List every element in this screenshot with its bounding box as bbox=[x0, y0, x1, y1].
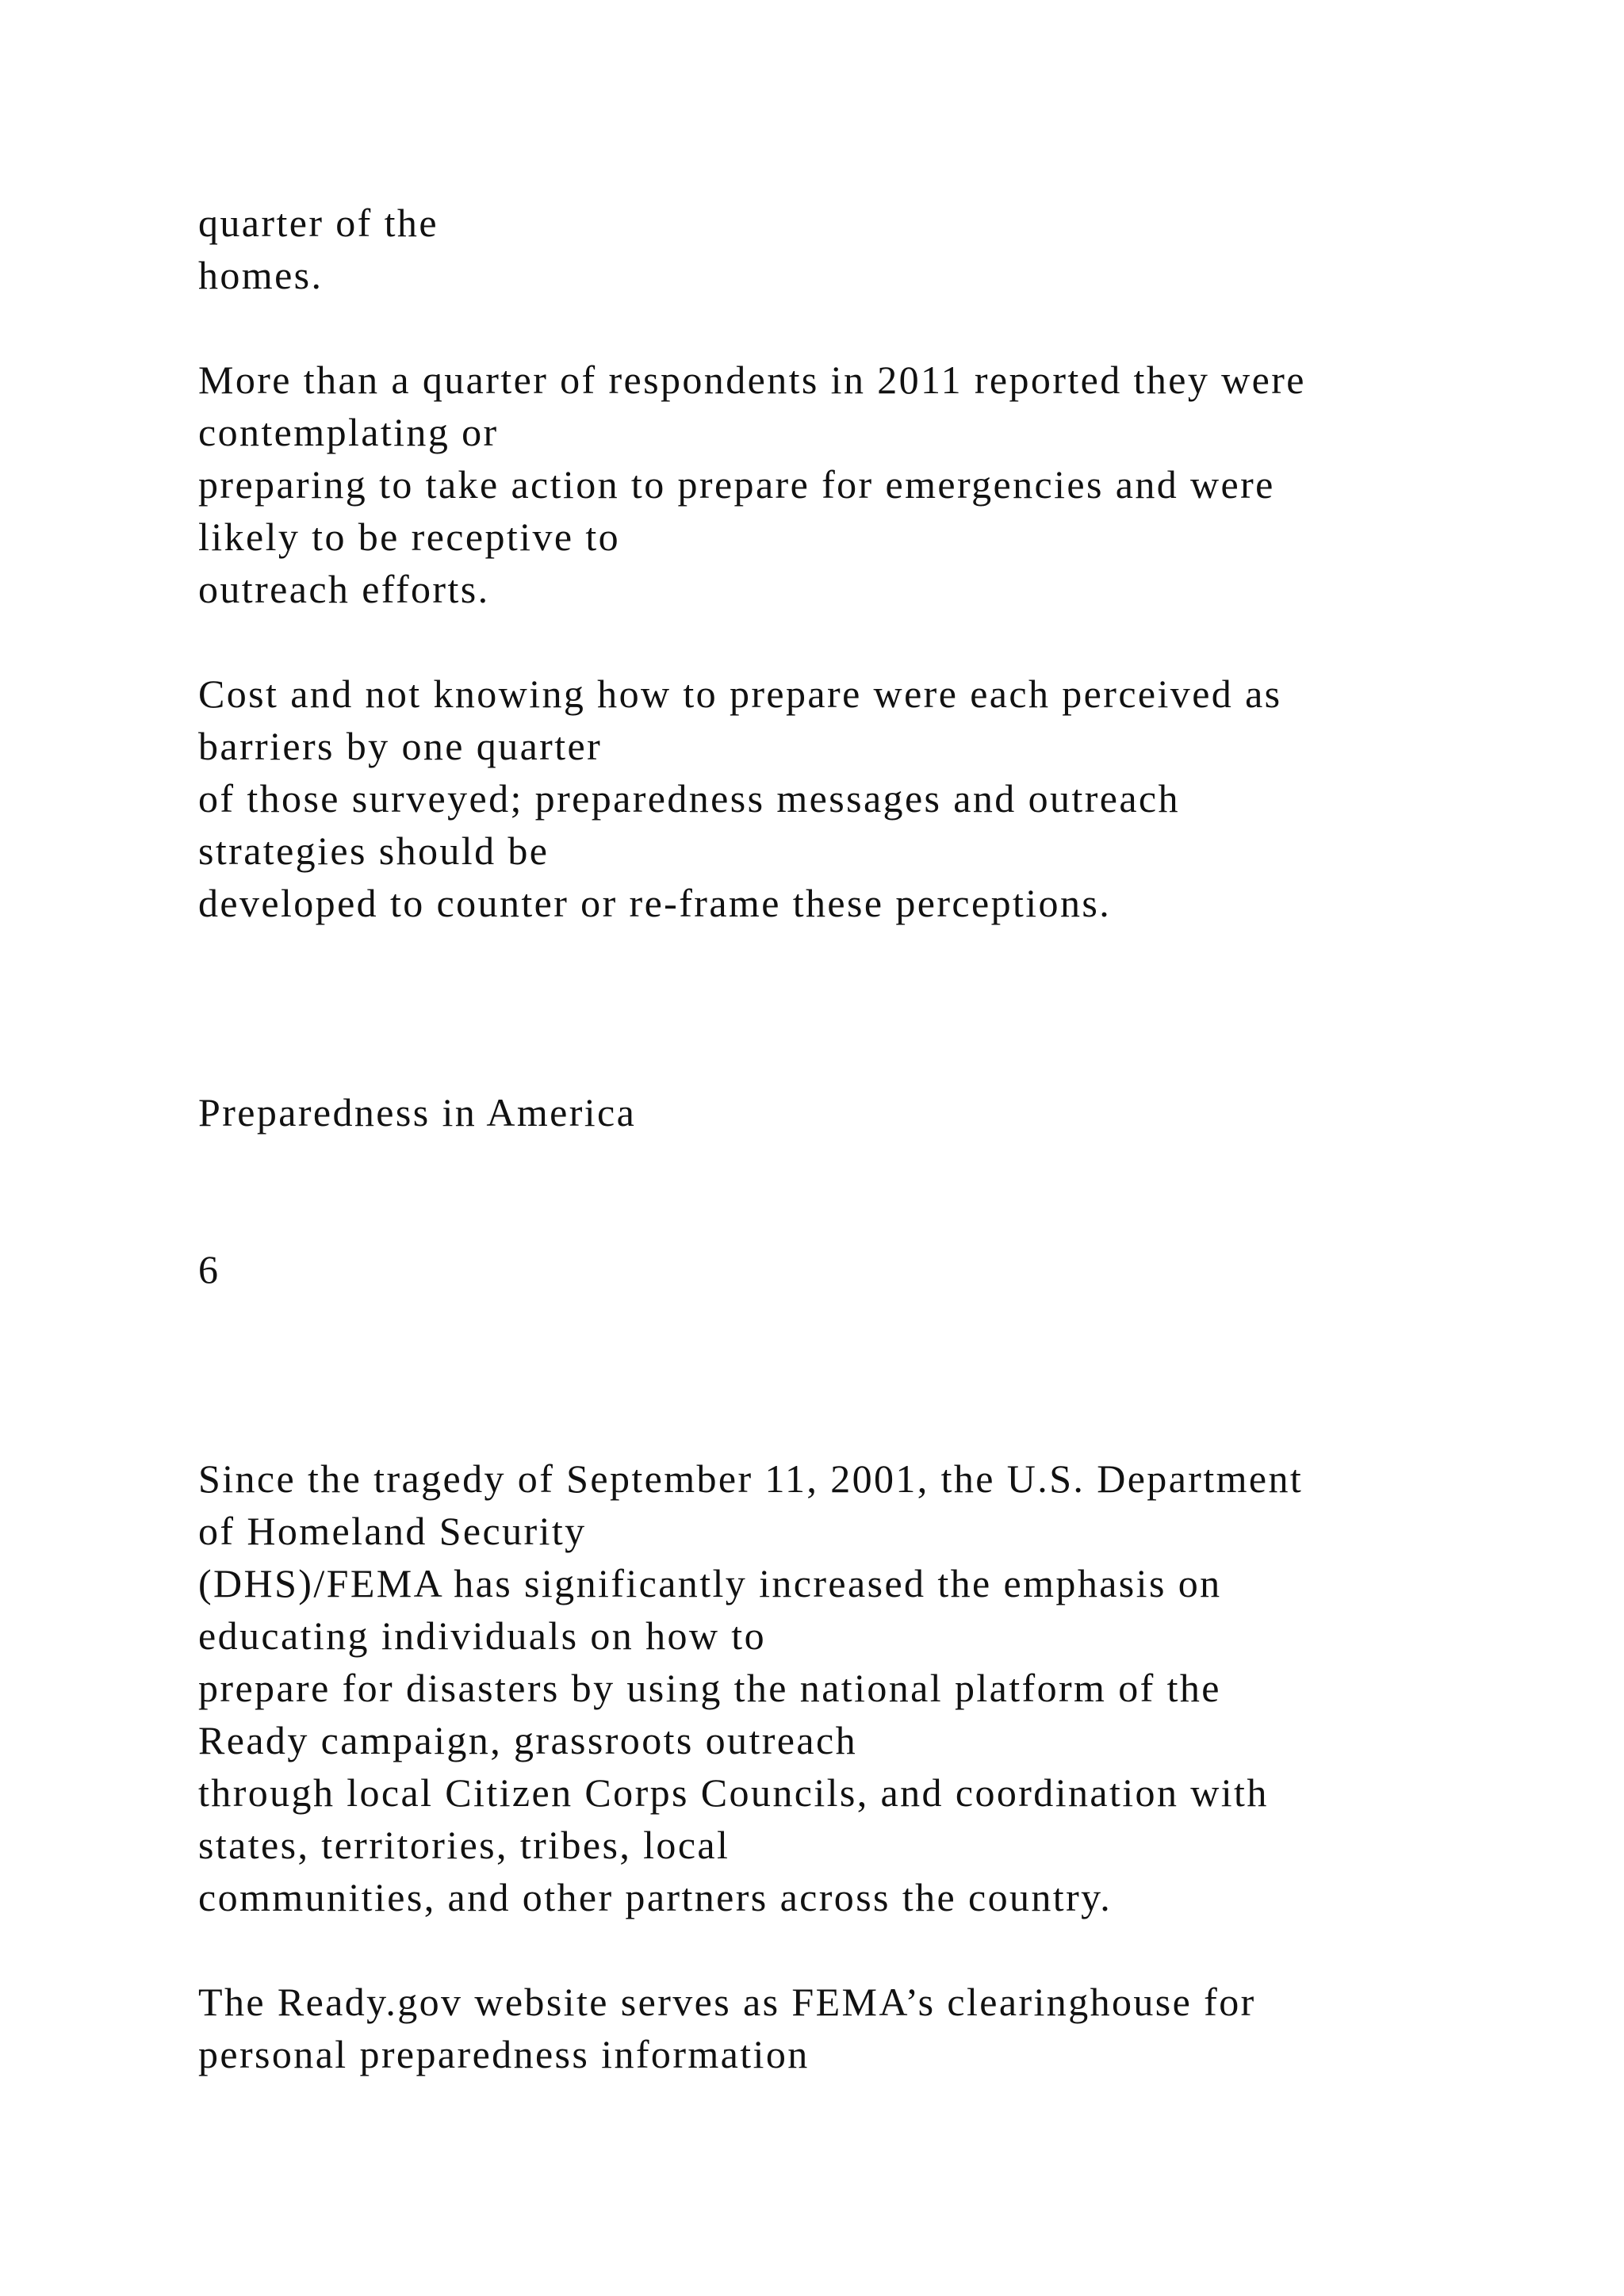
text-line: Cost and not knowing how to prepare were each perceived as bbox=[198, 672, 1282, 716]
text-line: developed to counter or re-frame these perceptions. bbox=[198, 881, 1112, 925]
text-line: strategies should be bbox=[198, 828, 550, 873]
text-line: personal preparedness information bbox=[198, 2032, 810, 2076]
text-line: through local Citizen Corps Councils, and coordination with bbox=[198, 1770, 1269, 1815]
text-line: The Ready.gov website serves as FEMA’s clearinghouse for bbox=[198, 1980, 1256, 2024]
text-line: homes. bbox=[198, 253, 324, 297]
text-line: educating individuals on how to bbox=[198, 1613, 766, 1658]
running-header: Preparedness in America bbox=[198, 1090, 637, 1135]
text-line: barriers by one quarter bbox=[198, 724, 603, 768]
text-line: of those surveyed; preparedness messages and outreach bbox=[198, 776, 1180, 821]
text-line: Ready campaign, grassroots outreach bbox=[198, 1718, 857, 1762]
text-line: quarter of the bbox=[198, 201, 439, 245]
text-line: preparing to take action to prepare for emergencies and were bbox=[198, 462, 1275, 507]
text-line: states, territories, tribes, local bbox=[198, 1823, 730, 1867]
text-line: of Homeland Security bbox=[198, 1509, 587, 1553]
text-line: (DHS)/FEMA has significantly increased the emphasis on bbox=[198, 1561, 1222, 1605]
text-line: prepare for disasters by using the national platform of the bbox=[198, 1666, 1221, 1710]
text-line: contemplating or bbox=[198, 410, 499, 454]
page-number: 6 bbox=[198, 1247, 220, 1292]
text-line: communities, and other partners across the country. bbox=[198, 1875, 1113, 1919]
text-line: Since the tragedy of September 11, 2001, the U.S. Department bbox=[198, 1456, 1304, 1501]
text-line: More than a quarter of respondents in 2011 reported they were bbox=[198, 358, 1306, 402]
text-line: likely to be receptive to bbox=[198, 515, 621, 559]
text-line: outreach efforts. bbox=[198, 567, 490, 611]
